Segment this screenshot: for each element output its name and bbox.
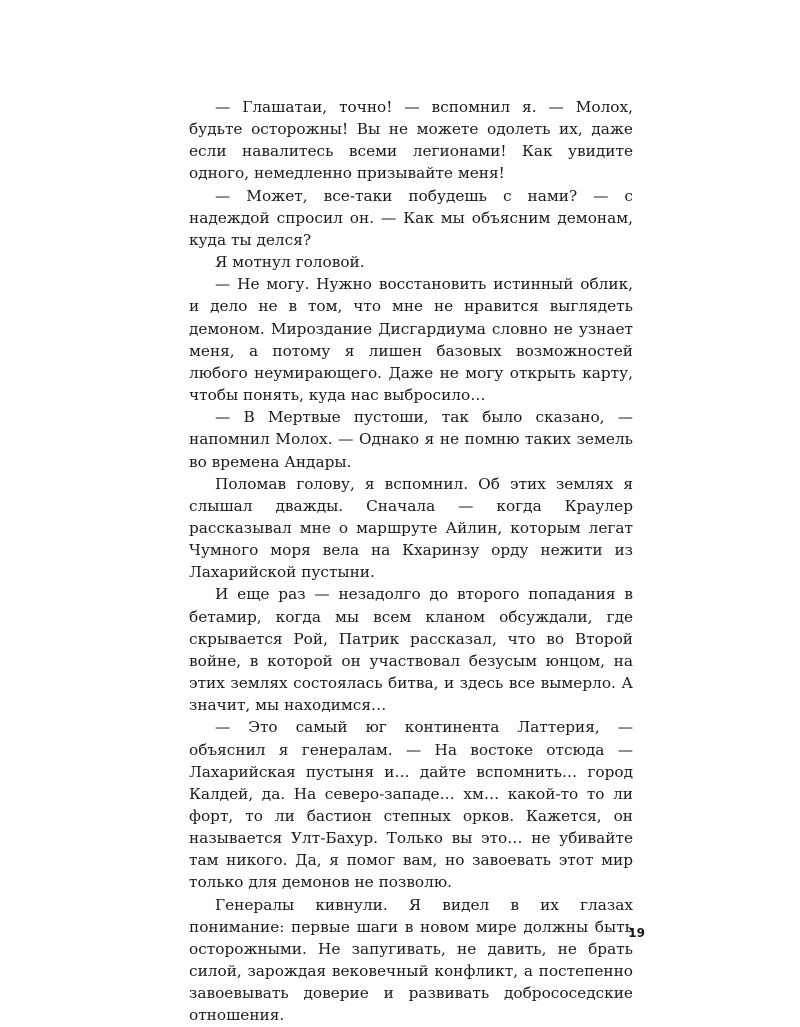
body-text xyxy=(189,96,633,1027)
page-number: 19 xyxy=(628,926,645,940)
paragraph: Генералы кивнули. Я видел в их глазах понимание: первые шаги в новом мире должны быть осторожными. Не запугивать, не давить, не брать силой, зарождая вековечный конфликт, а постепенно завоевывать доверие и развивать добрососедские отношения. xyxy=(189,895,633,1025)
paragraph: — Может, все-таки побудешь с нами? — с надеждой спросил он. — Как мы объясним демонам, куда ты делся? xyxy=(189,186,633,249)
paragraph: — В Мертвые пустоши, так было сказано, — напомнил Молох. — Однако я не помню таких земель во времена Андары. xyxy=(189,408,633,471)
paragraph: И еще раз — незадолго до второго попадания в бетамир, когда мы всем кланом обсуждали, где скрывается Рой, Патрик рассказал, что во Второй войне, в которой он участвовал безусым юнцом, на этих землях состоялась битва, и здесь все вымерло. А значит, мы находимся… xyxy=(189,585,633,715)
paragraph: Я мотнул головой. xyxy=(215,253,365,272)
paragraph: Поломав голову, я вспомнил. Об этих землях я слышал дважды. Сначала — когда Краулер рассказывал мне о маршруте Айлин, которым легат Чумного моря вела на Кхаринзу орду нежити из Лахарийской пустыни. xyxy=(189,474,633,582)
paragraph: — Не могу. Нужно восстановить истинный облик, и дело не в том, что мне не нравится выглядеть демоном. Мироздание Дисгардиума словно не узнает меня, а потому я лишен базовых возможностей любого неумирающего. Даже не могу открыть карту, чтобы понять, куда нас выбросило… xyxy=(189,275,633,405)
paragraph: — Это самый юг континента Латтерия, — объяснил я генералам. — На востоке отсюда — Лахарийская пустыня и… дайте вспомнить… город Калдей, да. На северо-западе… хм… какой-то то ли форт, то ли бастион степных орков. Кажется, он называется Улт-Бахур. Только вы это… не убивайте там никого. Да, я помог вам, но завоевать этот мир только для демонов не позволю. xyxy=(189,718,633,892)
paragraph: — Глашатаи, точно! — вспомнил я. — Молох, будьте осторожны! Вы не можете одолеть их, даже если навалитесь всеми легионами! Как увидите одного, немедленно призывайте меня! xyxy=(189,98,633,183)
